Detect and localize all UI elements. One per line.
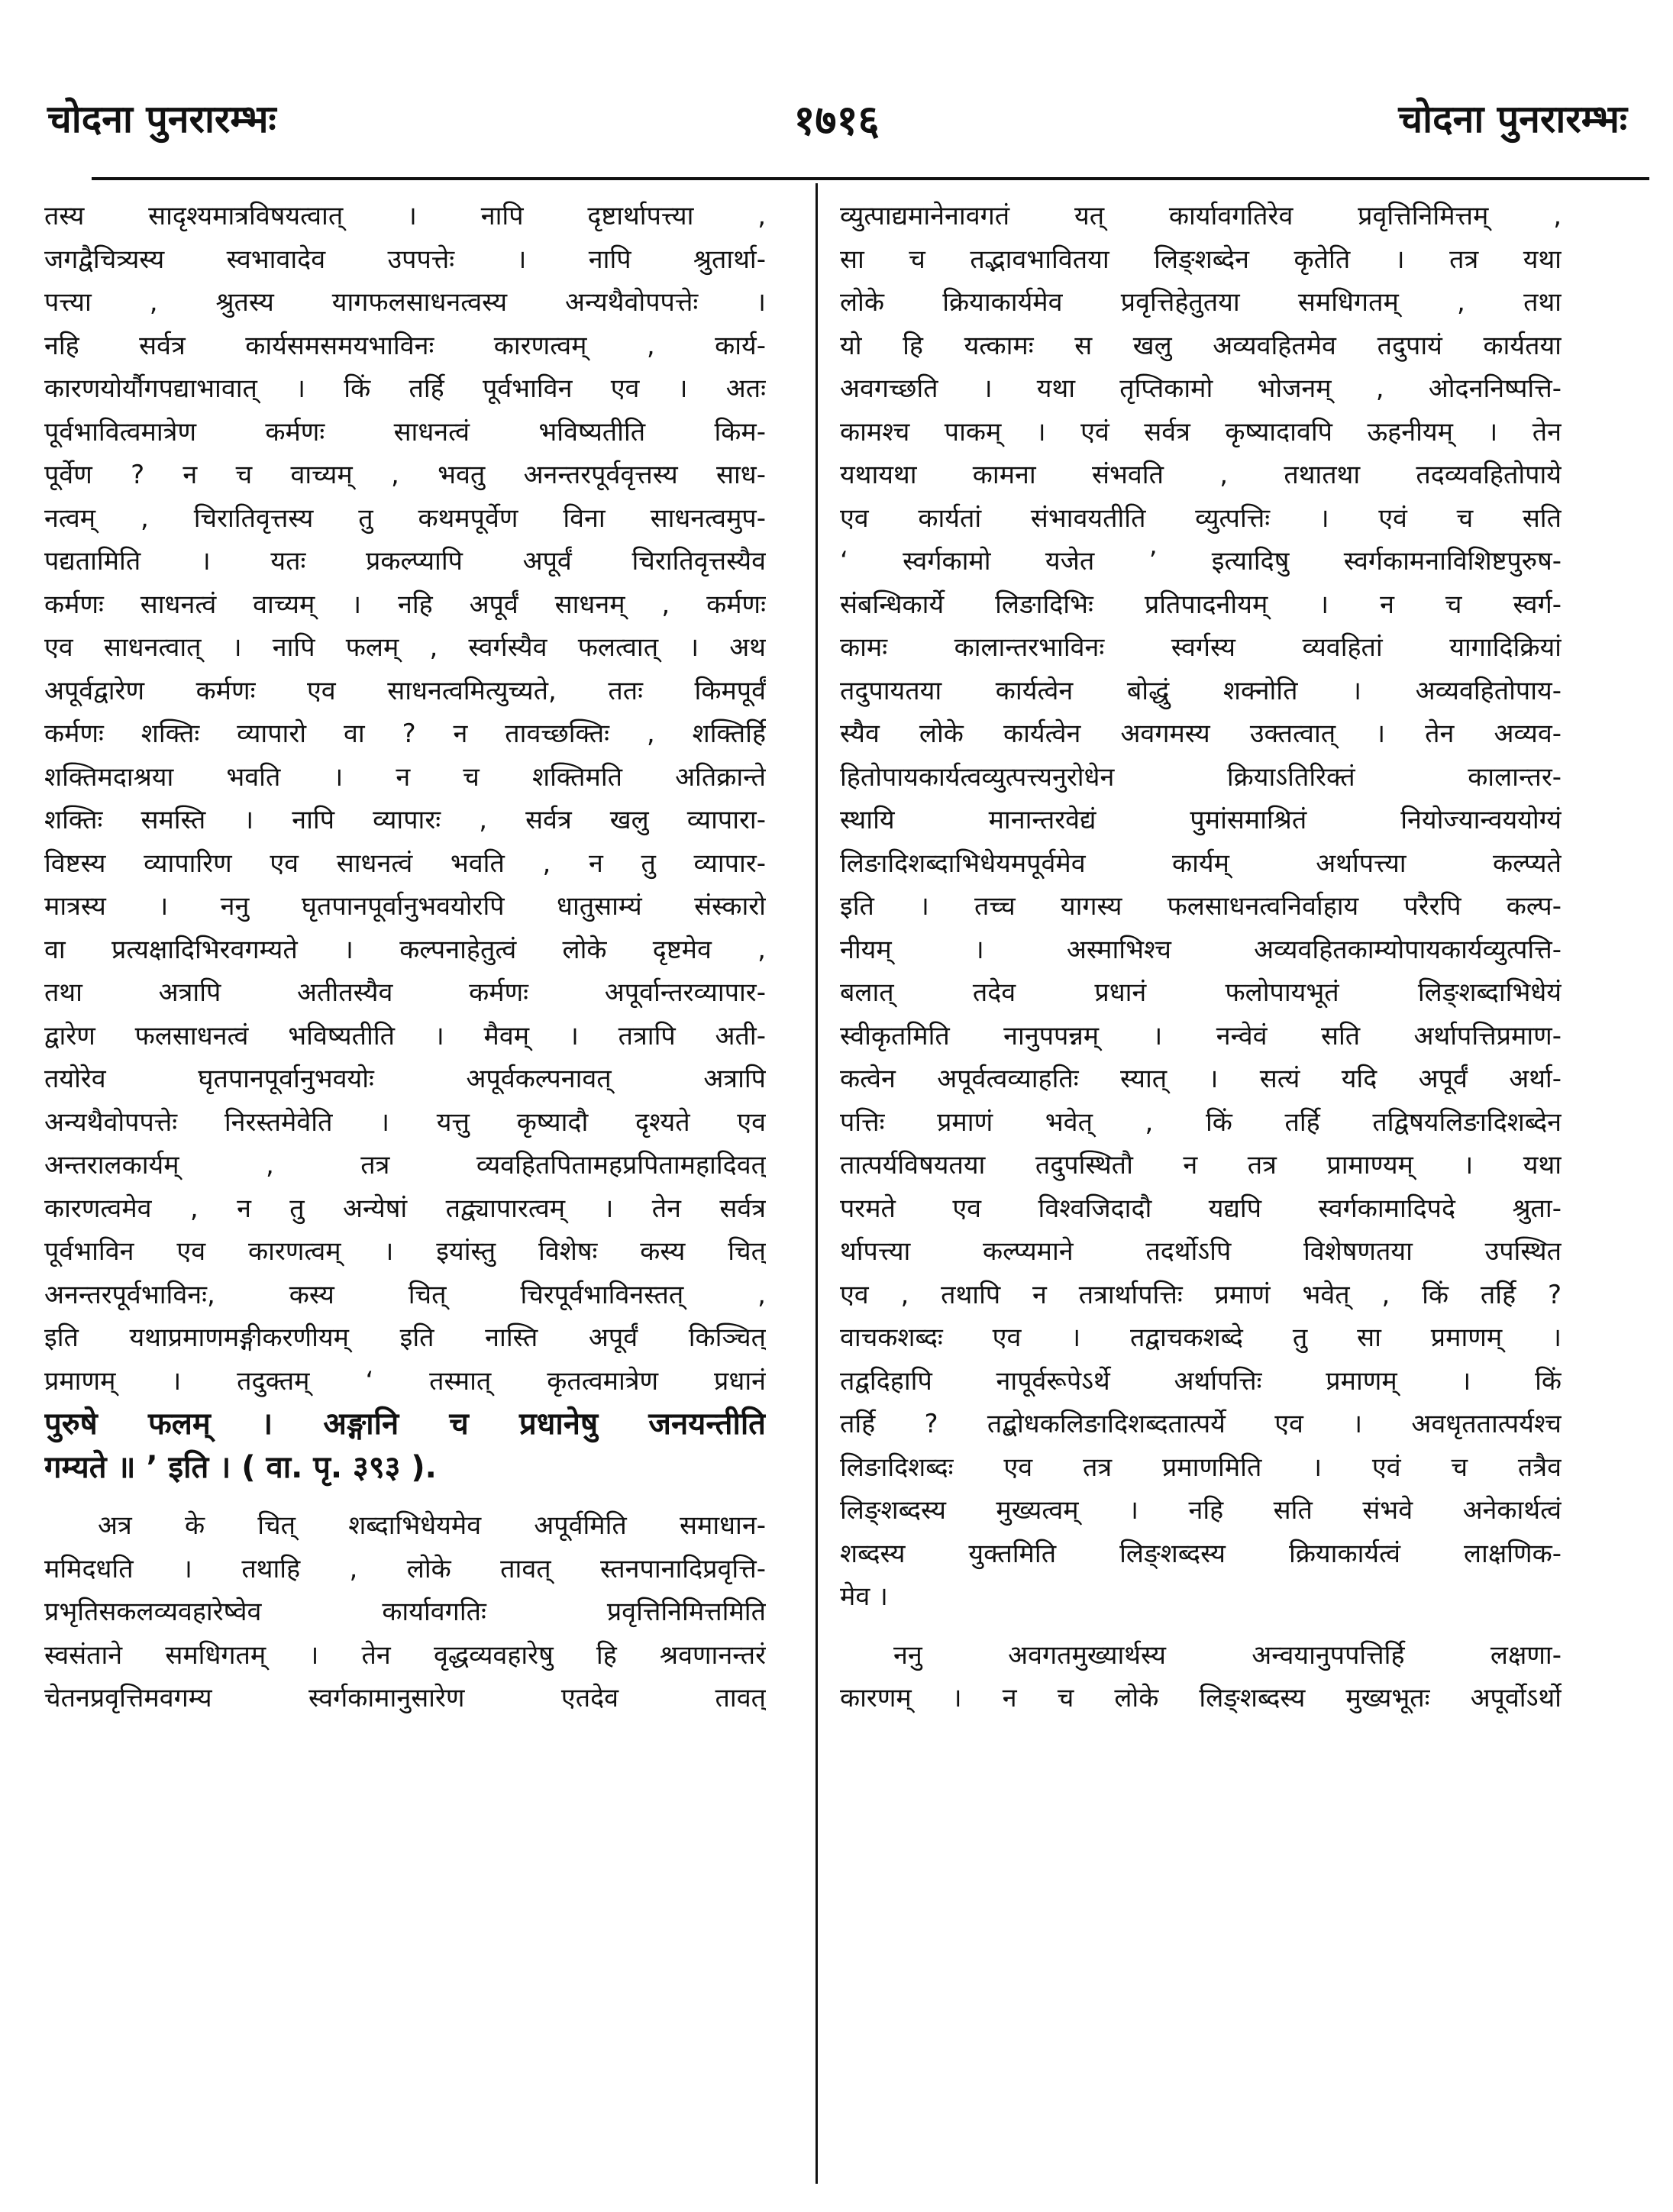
- text-line: एव , तथापि न तत्रार्थापत्तिः प्रमाणं भवेत् , किं तर्हि ?: [840, 1279, 1562, 1310]
- text-line: इति । तच्च यागस्य फलसाधनत्वनिर्वाहाय परैरपि कल्प-: [840, 891, 1562, 922]
- text-line: पद्यतामिति । यतः प्रकल्प्यापि अपूर्वं चिरातिवृत्तस्यैव: [44, 546, 766, 576]
- text-line: विष्टस्य व्यापारिण एव साधनत्वं भवति , न तु व्यापार-: [44, 848, 766, 879]
- text-line: तात्पर्यविषयतया तदुपस्थितौ न तत्र प्रामाण्यम् । यथा: [840, 1150, 1562, 1180]
- text-line: अन्तरालकार्यम् , तत्र व्यवहितपितामहप्रपितामहादिवत्: [44, 1150, 766, 1180]
- text-line: नत्वम् , चिरातिवृत्तस्य तु कथमपूर्वेण विना साधनत्वमुप-: [44, 502, 766, 534]
- text-line: मेव ।: [840, 1581, 888, 1612]
- running-head-right: चोदना पुनरारम्भः: [1398, 97, 1627, 141]
- text-line: लोके क्रियाकार्यमेव प्रवृत्तिहेतुतया समधिगतम् , तथा: [840, 287, 1562, 318]
- text-line: तस्य सादृश्यमात्रविषयत्वात् । नापि दृष्टार्थापत्त्या ,: [44, 201, 766, 231]
- text-line: नहि सर्वत्र कार्यसमसमयभाविनः कारणत्वम् , कार्य-: [44, 330, 766, 361]
- text-line: कामश्च पाकम् । एवं सर्वत्र कृष्यादावपि ऊहनीयम् । तेन: [840, 416, 1562, 447]
- text-line: अपूर्वद्वारेण कर्मणः एव साधनत्वमित्युच्यते, ततः किमपूर्वं: [44, 675, 766, 706]
- text-line: एव साधनत्वात् । नापि फलम् , स्वर्गस्यैव फलत्वात् । अथ: [44, 632, 766, 663]
- text-line: वा प्रत्यक्षादिभिरवगम्यते । कल्पनाहेतुत्वं लोके दृष्टमेव ,: [44, 934, 766, 965]
- text-line: अनन्तरपूर्वभाविनः, कस्य चित् चिरपूर्वभाविनस्तत् ,: [44, 1279, 766, 1310]
- quote-line: पुरुषे फलम् । अङ्गानि च प्रधानेषु जनयन्तीति: [44, 1406, 766, 1442]
- running-head-left: चोदना पुनरारम्भः: [47, 97, 276, 141]
- text-line: शक्तिः समस्ति । नापि व्यापारः , सर्वत्र खलु व्यापारा-: [44, 805, 766, 835]
- text-line: शक्तिमदाश्रया भवति । न च शक्तिमति अतिक्रान्ते: [44, 761, 766, 793]
- right-paragraph-2: [840, 1634, 1562, 1720]
- text-line: कत्वेन अपूर्वत्वव्याहतिः स्यात् । सत्यं यदि अपूर्वं अर्था-: [840, 1064, 1562, 1094]
- text-line: ननु अवगतमुख्यार्थस्य अन्वयानुपपत्तिर्हि लक्षणा-: [893, 1639, 1562, 1671]
- text-line: प्रमाणम् । तदुक्तम् ‘ तस्मात् कृतत्वमात्रेण प्रधानं: [44, 1365, 766, 1397]
- right-paragraph-1: [840, 195, 1562, 1619]
- text-line: ममिदधति । तथाहि , लोके तावत् स्तनपानादिप्रवृत्ति-: [44, 1553, 766, 1584]
- column-divider: [816, 183, 818, 2184]
- text-line: एव कार्यतां संभावयतीति व्युत्पत्तिः । एवं च सति: [840, 502, 1562, 534]
- text-line: वाचकशब्दः एव । तद्वाचकशब्दे तु सा प्रमाणम् ।: [840, 1322, 1562, 1353]
- text-line: जगद्वैचित्र्यस्य स्वभावादेव उपपत्तेः । नापि श्रुतार्था-: [44, 244, 766, 275]
- left-paragraph-2: [44, 1504, 766, 1720]
- text-line: द्वारेण फलसाधनत्वं भविष्यतीति । मैवम् । तत्रापि अती-: [44, 1020, 766, 1051]
- left-column: [44, 195, 766, 1720]
- text-line: नीयम् । अस्माभिश्च अव्यवहितकाम्योपायकार्यव्युत्पत्ति-: [840, 934, 1562, 965]
- text-line: हितोपायकार्यत्वव्युत्पत्त्यनुरोधेन क्रियाऽतिरिक्तं कालान्तर-: [840, 761, 1562, 793]
- text-line: कर्मणः शक्तिः व्यापारो वा ? न तावच्छक्तिः , शक्तिर्हि: [44, 718, 766, 749]
- text-line: परमते एव विश्वजिदादौ यद्यपि स्वर्गकामादिपदे श्रुता-: [840, 1193, 1562, 1224]
- text-line: चेतनप्रवृत्तिमवगम्य स्वर्गकामानुसारेण एतदेव तावत्: [44, 1683, 766, 1713]
- paragraph-gap: [840, 1619, 1562, 1634]
- text-line: तदुपायतया कार्यत्वेन बोद्धुं शक्नोति । अव्यवहितोपाय-: [840, 675, 1562, 706]
- text-line: सा च तद्भावभावितया लिङ्शब्देन कृतेति । तत्र यथा: [840, 244, 1562, 275]
- left-paragraph-1: [44, 195, 766, 1489]
- text-line: ‘ स्वर्गकामो यजेत ’ इत्यादिषु स्वर्गकामनाविशिष्टपुरुष-: [840, 546, 1562, 576]
- text-line: कर्मणः साधनत्वं वाच्यम् । नहि अपूर्वं साधनम् , कर्मणः: [44, 589, 766, 620]
- text-line: अन्यथैवोपपत्तेः निरस्तमेवेति । यत्तु कृष्यादौ दृश्यते एव: [44, 1106, 766, 1138]
- quote-line: गम्यते ॥ ’ इति । ( वा. पृ. ३९३ ).: [44, 1449, 437, 1485]
- text-line: तर्हि ? तद्बोधकलिङादिशब्दतात्पर्ये एव । अवधृततात्पर्यश्च: [840, 1409, 1562, 1439]
- paragraph-gap: [44, 1489, 766, 1504]
- text-line: यो हि यत्कामः स खलु अव्यवहितमेव तदुपायं कार्यतया: [840, 330, 1562, 361]
- text-line: बलात् तदेव प्रधानं फलोपायभूतं लिङ्शब्दाभिधेयं: [840, 977, 1562, 1008]
- text-line: पूर्वभाविन एव कारणत्वम् । इयांस्तु विशेषः कस्य चित्: [44, 1236, 766, 1267]
- text-line: संबन्धिकार्ये लिङादिभिः प्रतिपादनीयम् । न च स्वर्ग-: [840, 589, 1562, 620]
- text-line: पत्तिः प्रमाणं भवेत् , किं तर्हि तद्विषयलिङादिशब्देन: [840, 1106, 1562, 1138]
- header-rule: [92, 177, 1649, 180]
- text-line: कारणम् । न च लोके लिङ्शब्दस्य मुख्यभूतः अपूर्वोऽर्थो: [840, 1683, 1562, 1713]
- text-line: पत्त्या , श्रुतस्य यागफलसाधनत्वस्य अन्यथैवोपपत्तेः ।: [44, 287, 766, 318]
- text-line: तयोरेव घृतपानपूर्वानुभवयोः अपूर्वकल्पनावत् अत्रापि: [44, 1064, 766, 1094]
- text-line: लिङादिशब्दः एव तत्र प्रमाणमिति । एवं च तत्रैव: [840, 1452, 1562, 1483]
- right-column: [840, 195, 1562, 1720]
- text-line: शब्दस्य युक्तमिति लिङ्शब्दस्य क्रियाकार्यत्वं लाक्षणिक-: [840, 1538, 1562, 1569]
- page-number: १७१६: [793, 96, 880, 144]
- text-line: अत्र के चित् शब्दाभिधेयमेव अपूर्वमिति समाधान-: [98, 1510, 766, 1541]
- text-line: स्यैव लोके कार्यत्वेन अवगमस्य उक्तत्वात् । तेन अव्यव-: [840, 718, 1562, 749]
- text-line: कारणयोर्यौगपद्याभावात् । किं तर्हि पूर्वभाविन एव । अतः: [44, 373, 766, 404]
- text-line: पूर्वभावित्वमात्रेण कर्मणः साधनत्वं भविष्यतीति किम-: [44, 416, 766, 447]
- text-line: कामः कालान्तरभाविनः स्वर्गस्य व्यवहितां यागादिक्रियां: [840, 632, 1562, 663]
- text-line: यथायथा कामना संभवति , तथातथा तदव्यवहितोपाये: [840, 460, 1562, 490]
- text-line: कारणत्वमेव , न तु अन्येषां तद्व्यापारत्वम् । तेन सर्वत्र: [44, 1193, 766, 1224]
- text-line: इति यथाप्रमाणमङ्गीकरणीयम् इति नास्ति अपूर्वं किञ्चित्: [44, 1322, 766, 1353]
- text-line: तद्वदिहापि नापूर्वरूपेऽर्थे अर्थापत्तिः प्रमाणम् । किं: [840, 1365, 1562, 1397]
- text-line: र्थापत्त्या कल्प्यमाने तदर्थोऽपि विशेषणतया उपस्थित: [840, 1236, 1562, 1267]
- text-line: तथा अत्रापि अतीतस्यैव कर्मणः अपूर्वान्तरव्यापार-: [44, 977, 766, 1008]
- text-line: व्युत्पाद्यमानेनावगतं यत् कार्यावगतिरेव प्रवृत्तिनिमित्तम् ,: [840, 201, 1562, 231]
- text-line: प्रभृतिसकलव्यवहारेष्वेव कार्यावगतिः प्रवृत्तिनिमित्तमिति: [44, 1597, 766, 1627]
- text-line: अवगच्छति । यथा तृप्तिकामो भोजनम् , ओदननिष्पत्ति-: [840, 373, 1562, 404]
- text-line: लिङादिशब्दाभिधेयमपूर्वमेव कार्यम् अर्थापत्त्या कल्प्यते: [840, 848, 1562, 879]
- text-line: स्थायि मानान्तरवेद्यं पुमांसमाश्रितं नियोज्यान्वययोग्यं: [840, 805, 1562, 835]
- text-line: पूर्वेण ? न च वाच्यम् , भवतु अनन्तरपूर्ववृत्तस्य साध-: [44, 460, 766, 490]
- text-line: स्वसंताने समधिगतम् । तेन वृद्धव्यवहारेषु हि श्रवणानन्तरं: [44, 1639, 766, 1671]
- text-line: लिङ्शब्दस्य मुख्यत्वम् । नहि सति संभवे अनेकार्थत्वं: [840, 1495, 1562, 1526]
- text-line: मात्रस्य । ननु घृतपानपूर्वानुभवयोरपि धातुसाम्यं संस्कारो: [44, 891, 766, 922]
- text-line: स्वीकृतमिति नानुपपन्नम् । नन्वेवं सति अर्थापत्तिप्रमाण-: [840, 1020, 1562, 1051]
